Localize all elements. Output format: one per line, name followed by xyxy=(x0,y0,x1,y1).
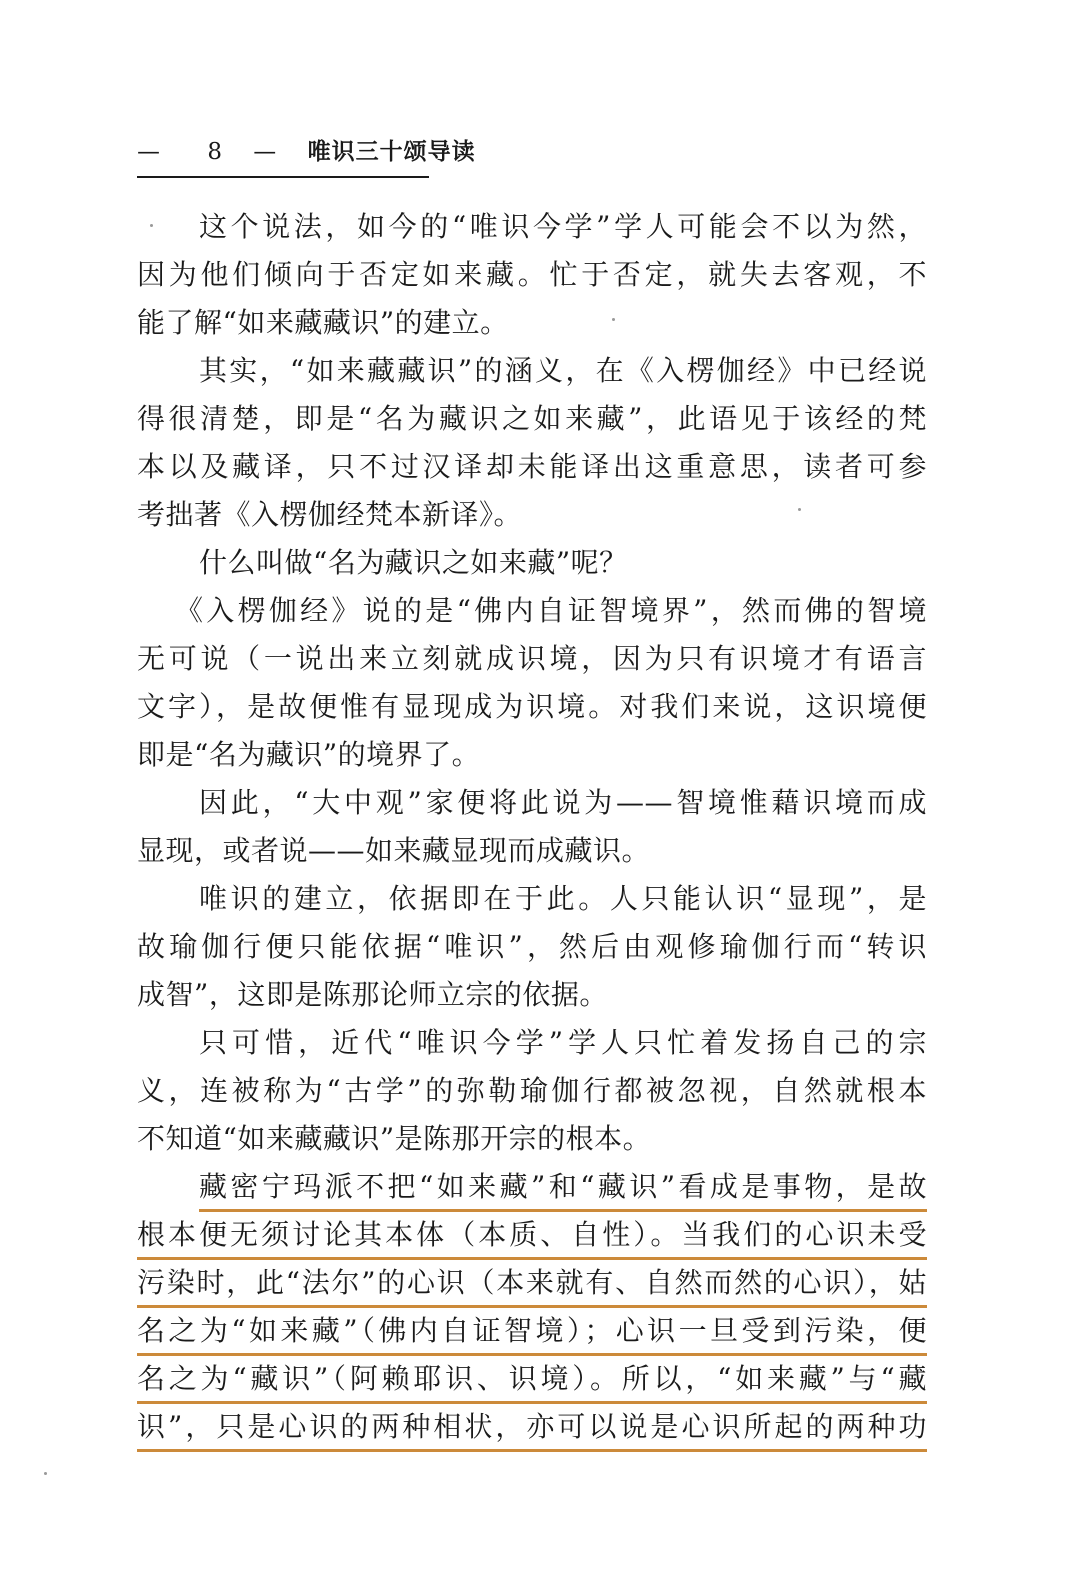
text-line: 只可惜，近代“唯识今学”学人只忙着发扬自己的宗 xyxy=(199,1026,927,1059)
scan-speck xyxy=(150,224,153,227)
text-line: 其实，“如来藏藏识”的涵义，在《入楞伽经》中已经说 xyxy=(199,354,927,387)
highlighted-line: 污染时，此“法尔”的心识（本来就有、自然而然的心识），姑 xyxy=(137,1260,927,1308)
text-line: 义，连被称为“古学”的弥勒瑜伽行都被忽视，自然就根本 xyxy=(137,1074,927,1107)
text-line: 即是“名为藏识”的境界了。 xyxy=(137,738,481,771)
text-line: 唯识的建立，依据即在于此。人只能认识“显现”，是 xyxy=(199,882,927,915)
highlighted-line: 识”，只是心识的两种相状，亦可以说是心识所起的两种功 xyxy=(137,1404,927,1452)
text-line: 故瑜伽行便只能依据“唯识”，然后由观修瑜伽行而“转识 xyxy=(137,930,927,963)
text-line: 因为他们倾向于否定如来藏。忙于否定，就失去客观，不 xyxy=(137,258,927,291)
body-text xyxy=(137,204,927,1452)
text-line: 考拙著《入楞伽经梵本新译》。 xyxy=(137,498,523,531)
book-title: 唯识三十颂导读 xyxy=(307,139,476,165)
text-line: 无可说（一说出来立刻就成识境，因为只有识境才有语言 xyxy=(137,642,927,675)
highlighted-line: 名之为“藏识”（阿赖耶识、识境）。所以，“如来藏”与“藏 xyxy=(137,1356,927,1404)
text-line: 本以及藏译，只不过汉译却未能译出这重意思，读者可参 xyxy=(137,450,927,483)
text-line: 这个说法，如今的“唯识今学”学人可能会不以为然， xyxy=(199,210,927,243)
page-number: 8 xyxy=(207,139,222,165)
text-line: 什么叫做“名为藏识之如来藏”呢？ xyxy=(199,546,628,579)
scan-speck xyxy=(798,508,801,511)
text-line: 得很清楚，即是“名为藏识之如来藏”，此语见于该经的梵 xyxy=(137,402,927,435)
text-line: 显现，或者说——如来藏显现而成藏识。 xyxy=(137,834,651,867)
header-dash-right: — xyxy=(253,139,277,165)
text-line: 文字），是故便惟有显现成为识境。对我们来说，这识境便 xyxy=(137,690,927,723)
scan-speck xyxy=(612,318,615,321)
highlighted-line: 根本便无须讨论其本体（本质、自性）。当我们的心识未受 xyxy=(137,1212,927,1260)
running-header xyxy=(137,136,476,178)
text-line: 《入楞伽经》说的是“佛内自证智境界”，然而佛的智境 xyxy=(175,594,927,627)
header-dash-left: — xyxy=(137,139,160,165)
text-line: 因此，“大中观”家便将此说为——智境惟藉识境而成 xyxy=(199,786,927,819)
scan-speck xyxy=(44,1472,47,1475)
text-line: 成智”，这即是陈那论师立宗的依据。 xyxy=(137,978,608,1011)
highlighted-line: 藏密宁玛派不把“如来藏”和“藏识”看成是事物，是故 xyxy=(137,1164,927,1212)
highlighted-line: 名之为“如来藏”（佛内自证智境）；心识一旦受到污染，便 xyxy=(137,1308,927,1356)
text-line: 不知道“如来藏藏识”是陈那开宗的根本。 xyxy=(137,1122,652,1155)
text-line: 能了解“如来藏藏识”的建立。 xyxy=(137,306,509,339)
